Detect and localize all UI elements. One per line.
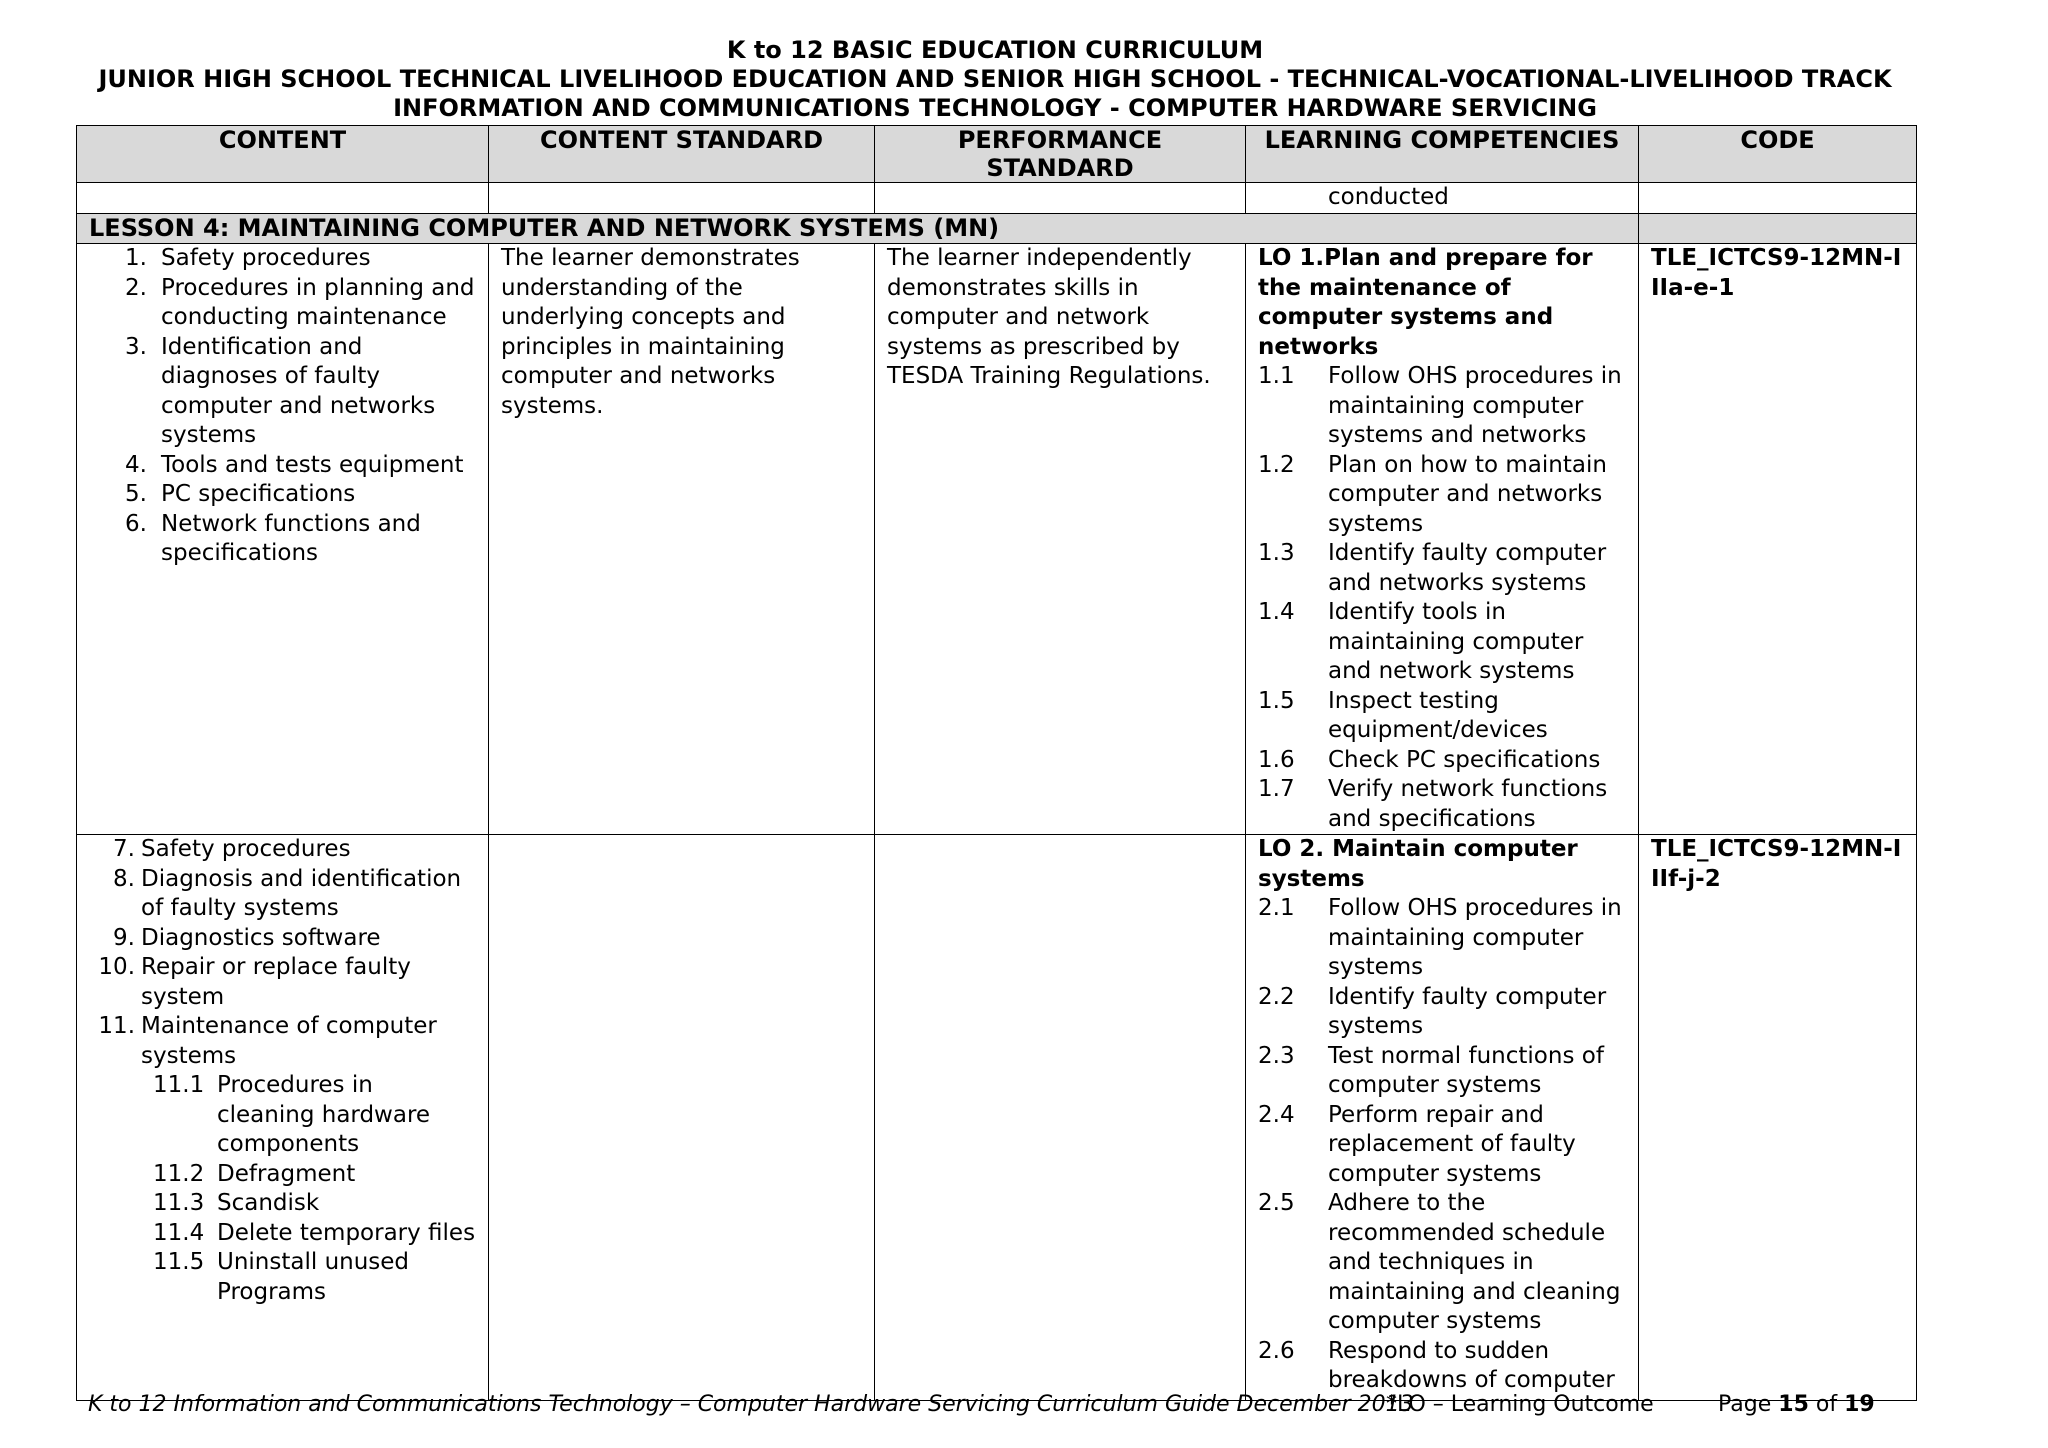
- list-item: 9. Diagnostics software: [113, 924, 381, 951]
- performance-standard-cell: [875, 835, 1246, 1401]
- footer-guide-title: K to 12 Information and Communications Technology – Computer Hardware Servicing Curriculum Guide December 2013: [88, 1392, 1414, 1417]
- list-item: 2. Procedures in planning and conducting maintenance: [125, 274, 475, 330]
- lo-2-title: LO 2. Maintain computer systems: [1258, 836, 1578, 892]
- lo-1-title: LO 1.Plan and prepare for the maintenance of computer systems and networks: [1258, 245, 1593, 360]
- document-header: [0, 36, 1990, 123]
- carryover-text: conducted: [1246, 183, 1639, 214]
- list-item: 11.1 Procedures in cleaning hardware components: [153, 1072, 431, 1157]
- list-item: 11. Maintenance of computer systems: [98, 1013, 437, 1069]
- list-item: 5. PC specifications: [125, 481, 356, 507]
- list-item: 6. Network functions and specifications: [125, 510, 421, 566]
- competencies-cell: [1246, 835, 1639, 1401]
- competency-item: 1.7 Verify network functions and specifications: [1258, 776, 1608, 832]
- page-label: Page: [1718, 1392, 1772, 1417]
- curriculum-table: [76, 125, 1917, 1401]
- content-cell: [77, 835, 489, 1401]
- table-row: [77, 183, 1917, 214]
- list-item: 1. Safety procedures: [125, 245, 371, 271]
- table-row: [77, 244, 1917, 835]
- competency-item: 2.6 Respond to sudden breakdowns of computer: [1258, 1337, 1615, 1393]
- content-cell: [77, 244, 489, 835]
- header-line-2: JUNIOR HIGH SCHOOL TECHNICAL LIVELIHOOD EDUCATION AND SENIOR HIGH SCHOOL - TECHNICAL-VOCATIONAL-LIVELIHOOD TRACK: [98, 65, 1892, 93]
- col-header-content-standard: CONTENT STANDARD: [489, 126, 875, 183]
- col-header-performance-standard: PERFORMANCE STANDARD: [875, 126, 1246, 183]
- list-item: 11.5 Uninstall unused Programs: [153, 1249, 410, 1305]
- list-item: 4. Tools and tests equipment: [125, 451, 464, 478]
- code-cell: TLE_ICTCS9-12MN-IIIf-j-2: [1639, 835, 1917, 1401]
- competency-item: 1.1 Follow OHS procedures in maintaining computer systems and networks: [1258, 363, 1622, 448]
- competency-item: 2.2 Identify faulty computer systems: [1258, 983, 1607, 1039]
- competency-item: 1.2 Plan on how to maintain computer and networks systems: [1258, 451, 1607, 537]
- list-item: 11.2 Defragment: [153, 1160, 356, 1187]
- list-item: 11.4 Delete temporary files: [153, 1219, 476, 1246]
- list-item: 3. Identification and diagnoses of faulty computer and networks systems: [125, 333, 436, 448]
- competency-item: 1.5 Inspect testing equipment/devices: [1258, 687, 1548, 743]
- lesson-title-row: [77, 213, 1917, 244]
- content-list: [107, 244, 476, 569]
- competency-item: 2.1 Follow OHS procedures in maintaining computer systems: [1258, 895, 1622, 980]
- page-of-label: of: [1815, 1392, 1838, 1417]
- col-header-content: CONTENT: [77, 126, 489, 183]
- table-header-row: [77, 126, 1917, 183]
- competency-item: 2.3 Test normal functions of computer systems: [1258, 1042, 1604, 1098]
- competency-item: 1.4 Identify tools in maintaining computer and network systems: [1258, 599, 1584, 684]
- list-item: 10. Repair or replace faulty system: [98, 954, 411, 1010]
- code-cell: TLE_ICTCS9-12MN-IIIa-e-1: [1639, 244, 1917, 835]
- list-item: 11.3 Scandisk: [153, 1190, 320, 1216]
- list-item: 8. Diagnosis and identification of faulty systems: [113, 865, 462, 921]
- header-line-3: INFORMATION AND COMMUNICATIONS TECHNOLOGY - COMPUTER HARDWARE SERVICING: [393, 94, 1597, 122]
- page-total: 19: [1844, 1392, 1875, 1417]
- competency-item: 2.4 Perform repair and replacement of faulty computer systems: [1258, 1101, 1576, 1187]
- list-item: 7. Safety procedures: [113, 836, 351, 862]
- competency-item: 1.6 Check PC specifications: [1258, 746, 1601, 773]
- subcontent-list: [95, 1071, 476, 1307]
- content-standard-cell: [489, 835, 875, 1401]
- footer-page-number: [1718, 1392, 1875, 1417]
- content-list: [95, 835, 476, 1071]
- competency-item: 1.3 Identify faulty computer and networks systems: [1258, 540, 1607, 596]
- page-current: 15: [1778, 1392, 1809, 1417]
- lesson-title: LESSON 4: MAINTAINING COMPUTER AND NETWORK SYSTEMS (MN): [77, 213, 1639, 244]
- header-line-1: K to 12 BASIC EDUCATION CURRICULUM: [726, 36, 1264, 64]
- table-row: [77, 835, 1917, 1401]
- performance-standard-cell: The learner independently demonstrates skills in computer and network systems as prescribed by TESDA Training Regulations.: [875, 244, 1246, 835]
- col-header-code: CODE: [1639, 126, 1917, 183]
- competencies-cell: [1246, 244, 1639, 835]
- competency-item: 2.5 Adhere to the recommended schedule and techniques in maintaining and cleaning computer systems: [1258, 1190, 1621, 1334]
- content-standard-cell: The learner demonstrates understanding of the underlying concepts and principles in maintaining computer and networks systems.: [489, 244, 875, 835]
- footer-lo-note: *LO – Learning Outcome: [1386, 1392, 1654, 1417]
- col-header-learning-competencies: LEARNING COMPETENCIES: [1246, 126, 1639, 183]
